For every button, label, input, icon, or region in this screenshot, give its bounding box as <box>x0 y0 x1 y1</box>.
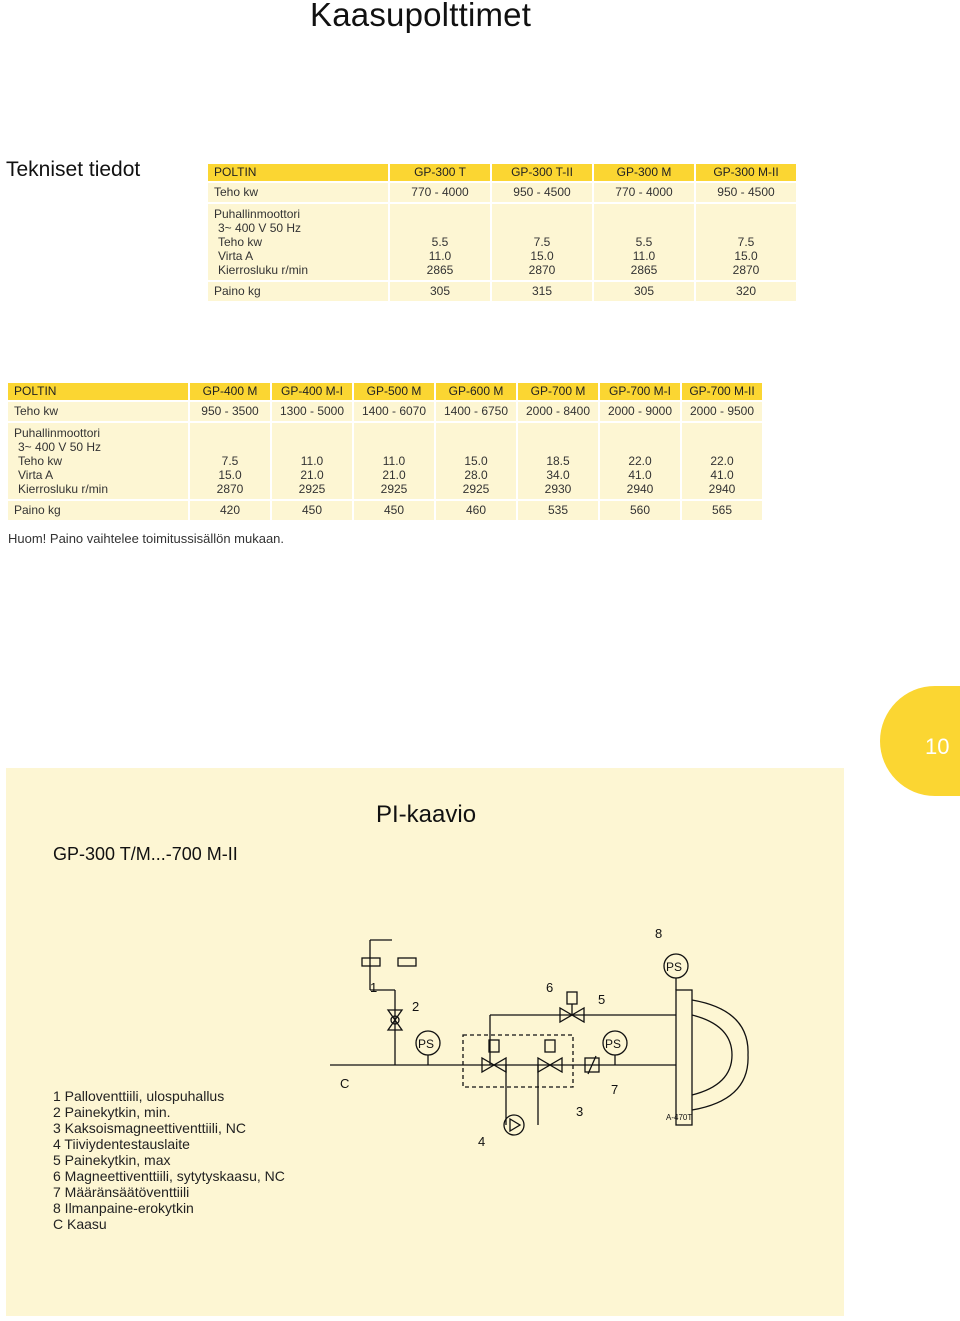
cell-value: 5.5 <box>431 235 449 249</box>
motor-label: 3~ 400 V 50 Hz <box>18 440 102 454</box>
model-label: GP-300 T/M...-700 M-II <box>53 844 238 864</box>
header-cell: GP-700 M-II <box>682 383 762 400</box>
cell-value: 11.0 <box>382 454 406 468</box>
cell-value: 2930 <box>544 482 572 496</box>
section-title: Tekniset tiedot <box>6 158 141 181</box>
burner-head <box>692 1015 732 1095</box>
cell-value: 18.5 <box>546 454 570 468</box>
table-cell <box>594 204 694 280</box>
table-cell <box>190 423 270 499</box>
table-cell: 420 <box>190 501 270 520</box>
motor-label: Virta A <box>18 468 54 482</box>
cell-value: 7.5 <box>221 454 239 468</box>
diagram-title: PI-kaavio <box>376 801 477 828</box>
table-row <box>8 501 762 520</box>
component-code: A-470T <box>666 1113 693 1122</box>
table-cell <box>518 423 598 499</box>
diagram-legend <box>53 1088 285 1232</box>
cell-value: 28.0 <box>464 468 488 482</box>
header-cell: GP-400 M-I <box>272 383 352 400</box>
cell-value: 15.0 <box>530 249 554 263</box>
cell-value: 2940 <box>708 482 736 496</box>
motor-label: Kierrosluku r/min <box>18 482 109 496</box>
page-title: Kaasupolttimet <box>310 0 532 33</box>
cell-value: 2925 <box>380 482 408 496</box>
table-cell: 1400 - 6070 <box>354 402 434 421</box>
table-row <box>8 423 762 499</box>
label-c: C <box>340 1076 350 1091</box>
legend-item: 4 Tiiviydentestauslaite <box>53 1136 190 1152</box>
table-cell <box>390 204 490 280</box>
ps-label: PS <box>666 960 683 974</box>
cell-value: 41.0 <box>628 468 652 482</box>
header-cell: GP-300 T <box>390 164 490 181</box>
spec-table-1 <box>206 162 798 303</box>
table-header-row <box>208 164 796 181</box>
table-header-row <box>8 383 762 400</box>
vent-outlet-icon <box>398 958 416 966</box>
legend-item: C Kaasu <box>53 1216 107 1232</box>
header-cell: GP-300 T-II <box>492 164 592 181</box>
table-cell: 950 - 3500 <box>190 402 270 421</box>
label-7: 7 <box>611 1082 619 1097</box>
motor-label: Puhallinmoottori <box>14 426 101 440</box>
cell-value: 7.5 <box>737 235 755 249</box>
table-cell: 950 - 4500 <box>492 183 592 202</box>
legend-item: 2 Painekytkin, min. <box>53 1104 171 1120</box>
legend-item: 1 Palloventtiili, ulospuhallus <box>53 1088 225 1104</box>
table-cell: 565 <box>682 501 762 520</box>
label-6: 6 <box>546 980 554 995</box>
cell-value: 22.0 <box>628 454 652 468</box>
cell-value: 15.0 <box>464 454 488 468</box>
cell-value: 11.0 <box>632 249 656 263</box>
label-4: 4 <box>478 1134 486 1149</box>
legend-item: 6 Magneettiventtiili, sytytyskaasu, NC <box>53 1168 285 1184</box>
header-cell: GP-700 M <box>518 383 598 400</box>
cell-value: 15.0 <box>734 249 758 263</box>
header-cell: GP-300 M-II <box>696 164 796 181</box>
row-label: Teho kw <box>208 183 388 202</box>
table-cell <box>696 204 796 280</box>
vent-outlet-icon <box>362 958 380 966</box>
cell-value: 22.0 <box>710 454 734 468</box>
legend-item: 7 Määränsäätöventtiili <box>53 1184 190 1200</box>
row-label <box>8 423 188 499</box>
table-cell <box>682 423 762 499</box>
table-row <box>208 282 796 301</box>
cell-value: 2940 <box>626 482 654 496</box>
cell-value: 2865 <box>630 263 658 277</box>
label-1: 1 <box>370 980 378 995</box>
table-cell <box>492 204 592 280</box>
table-cell: 535 <box>518 501 598 520</box>
table-cell: 1400 - 6750 <box>436 402 516 421</box>
cell-value: 2870 <box>216 482 244 496</box>
motor-label: 3~ 400 V 50 Hz <box>218 221 302 235</box>
motor-label: Puhallinmoottori <box>214 207 301 221</box>
motor-label: Teho kw <box>18 454 63 468</box>
legend-item: 5 Painekytkin, max <box>53 1152 171 1168</box>
cell-value: 41.0 <box>710 468 734 482</box>
table-cell: 305 <box>390 282 490 301</box>
row-label <box>208 204 388 280</box>
table-cell: 2000 - 9500 <box>682 402 762 421</box>
cell-value: 11.0 <box>300 454 324 468</box>
table-cell: 315 <box>492 282 592 301</box>
solenoid-icon <box>545 1040 555 1052</box>
table-row <box>8 402 762 421</box>
row-label: Teho kw <box>8 402 188 421</box>
header-cell: GP-600 M <box>436 383 516 400</box>
cell-value: 21.0 <box>382 468 406 482</box>
solenoid-icon <box>567 992 577 1004</box>
cell-value: 34.0 <box>546 468 570 482</box>
row-label: Paino kg <box>8 501 188 520</box>
header-cell: GP-400 M <box>190 383 270 400</box>
motor-label: Teho kw <box>218 235 263 249</box>
weight-note: Huom! Paino vaihtelee toimitussisällön mukaan. <box>8 531 285 546</box>
table-cell: 770 - 4000 <box>390 183 490 202</box>
table-cell <box>272 423 352 499</box>
cell-value: 2925 <box>462 482 490 496</box>
label-2: 2 <box>412 999 420 1014</box>
table-cell: 320 <box>696 282 796 301</box>
label-3: 3 <box>576 1104 584 1119</box>
cell-value: 2870 <box>732 263 760 277</box>
burner-head <box>692 1000 748 1110</box>
header-cell: GP-700 M-I <box>600 383 680 400</box>
table-cell: 460 <box>436 501 516 520</box>
cell-value: 7.5 <box>533 235 551 249</box>
table-cell <box>354 423 434 499</box>
leak-tester-icon <box>510 1119 520 1131</box>
cell-value: 21.0 <box>300 468 324 482</box>
motor-label: Kierrosluku r/min <box>218 263 309 277</box>
table-cell: 305 <box>594 282 694 301</box>
table-cell <box>436 423 516 499</box>
table-cell: 2000 - 9000 <box>600 402 680 421</box>
table-cell: 1300 - 5000 <box>272 402 352 421</box>
row-label: Paino kg <box>208 282 388 301</box>
cell-value: 5.5 <box>635 235 653 249</box>
header-cell: POLTIN <box>8 383 188 400</box>
header-cell: GP-500 M <box>354 383 434 400</box>
label-8: 8 <box>655 926 663 941</box>
header-cell: GP-300 M <box>594 164 694 181</box>
table-cell <box>600 423 680 499</box>
legend-item: 3 Kaksoismagneettiventtiili, NC <box>53 1120 246 1136</box>
motor-label: Virta A <box>218 249 254 263</box>
cell-value: 2865 <box>426 263 454 277</box>
cell-value: 2925 <box>298 482 326 496</box>
label-5: 5 <box>598 992 606 1007</box>
cell-value: 2870 <box>528 263 556 277</box>
ps-label: PS <box>418 1037 435 1051</box>
pi-diagram <box>330 920 750 1160</box>
cell-value: 15.0 <box>218 468 242 482</box>
table-row <box>208 183 796 202</box>
table-row <box>208 204 796 280</box>
spec-table-2 <box>6 381 764 522</box>
table-cell: 450 <box>354 501 434 520</box>
table-cell: 950 - 4500 <box>696 183 796 202</box>
table-cell: 2000 - 8400 <box>518 402 598 421</box>
table-cell: 560 <box>600 501 680 520</box>
header-cell: POLTIN <box>208 164 388 181</box>
page-number: 10 <box>925 734 950 759</box>
ps-label: PS <box>605 1037 622 1051</box>
burner-body <box>676 990 692 1125</box>
table-cell: 770 - 4000 <box>594 183 694 202</box>
table-cell: 450 <box>272 501 352 520</box>
legend-item: 8 Ilmanpaine-erokytkin <box>53 1200 194 1216</box>
cell-value: 11.0 <box>428 249 452 263</box>
